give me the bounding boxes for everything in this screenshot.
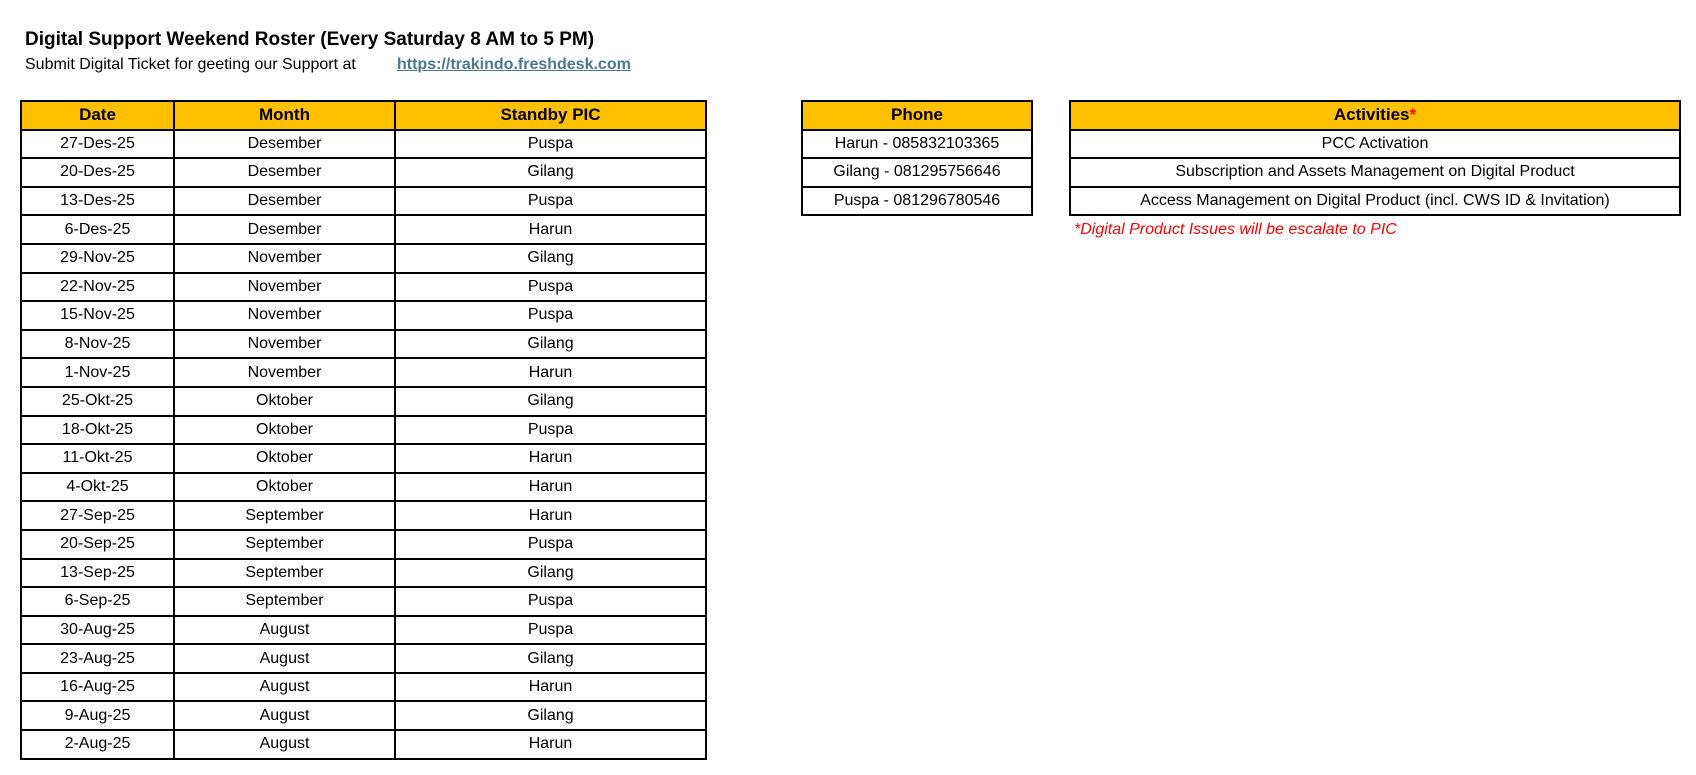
activities-header-label: Activities [1333,105,1410,125]
table-row [21,387,706,416]
standby-pic-cell: Gilang [395,701,706,730]
standby-pic-cell: Puspa [395,301,706,330]
month-cell: November [174,273,395,302]
standby-pic-cell: Gilang [395,158,706,187]
date-cell: 27-Des-25 [21,130,174,159]
standby-pic-cell: Puspa [395,587,706,616]
date-cell: 8-Nov-25 [21,330,174,359]
page-subtitle: Submit Digital Ticket for geeting our Support at [25,56,356,73]
month-cell: August [174,730,395,759]
month-cell: Desember [174,215,395,244]
standby-pic-cell: Puspa [395,273,706,302]
roster-table [20,100,707,760]
table-row [21,301,706,330]
page-title: Digital Support Weekend Roster (Every Saturday 8 AM to 5 PM) [25,29,595,50]
table-row [21,730,706,759]
month-cell: Desember [174,187,395,216]
table-row [21,501,706,530]
escalation-note: *Digital Product Issues will be escalate to PIC [1074,221,1397,238]
standby-pic-cell: Harun [395,215,706,244]
table-row [21,701,706,730]
date-cell: 20-Des-25 [21,158,174,187]
date-cell: 9-Aug-25 [21,701,174,730]
phone-cell: Puspa - 081296780546 [802,187,1032,216]
month-cell: Oktober [174,387,395,416]
date-cell: 15-Nov-25 [21,301,174,330]
table-row [21,273,706,302]
month-cell: Desember [174,158,395,187]
table-row [21,416,706,445]
standby-pic-cell: Puspa [395,130,706,159]
freshdesk-link[interactable]: https://trakindo.freshdesk.com [397,56,631,73]
table-row [21,215,706,244]
date-cell: 16-Aug-25 [21,673,174,702]
date-cell: 25-Okt-25 [21,387,174,416]
table-row [1070,130,1680,159]
date-cell: 11-Okt-25 [21,444,174,473]
date-cell: 27-Sep-25 [21,501,174,530]
phone-header-row [802,101,1032,130]
standby-pic-cell: Harun [395,444,706,473]
table-row [1070,187,1680,216]
phone-cell: Harun - 085832103365 [802,130,1032,159]
month-cell: August [174,701,395,730]
phone-cell: Gilang - 081295756646 [802,158,1032,187]
month-cell: Oktober [174,444,395,473]
column-header-activities [1070,101,1680,130]
month-cell: September [174,559,395,588]
date-cell: 6-Sep-25 [21,587,174,616]
standby-pic-cell: Gilang [395,387,706,416]
date-cell: 29-Nov-25 [21,244,174,273]
month-cell: August [174,673,395,702]
month-cell: September [174,587,395,616]
table-row [21,644,706,673]
month-cell: Desember [174,130,395,159]
table-row [21,158,706,187]
month-cell: August [174,644,395,673]
month-cell: Oktober [174,416,395,445]
table-row [21,473,706,502]
month-cell: November [174,358,395,387]
table-row [802,158,1032,187]
standby-pic-cell: Puspa [395,416,706,445]
table-row [1070,158,1680,187]
date-cell: 13-Sep-25 [21,559,174,588]
roster-header-row [21,101,706,130]
standby-pic-cell: Gilang [395,330,706,359]
column-header-month: Month [174,101,395,130]
activity-cell: Subscription and Assets Management on Digital Product [1070,158,1680,187]
standby-pic-cell: Puspa [395,187,706,216]
column-header-date: Date [21,101,174,130]
required-asterisk: * [1409,105,1417,125]
date-cell: 1-Nov-25 [21,358,174,387]
month-cell: September [174,530,395,559]
table-row [21,587,706,616]
standby-pic-cell: Gilang [395,559,706,588]
activity-cell: PCC Activation [1070,130,1680,159]
standby-pic-cell: Harun [395,358,706,387]
activities-table [1069,100,1681,216]
month-cell: November [174,330,395,359]
date-cell: 4-Okt-25 [21,473,174,502]
standby-pic-cell: Harun [395,473,706,502]
date-cell: 2-Aug-25 [21,730,174,759]
month-cell: Oktober [174,473,395,502]
standby-pic-cell: Puspa [395,616,706,645]
month-cell: November [174,301,395,330]
standby-pic-cell: Gilang [395,244,706,273]
phone-table [801,100,1033,216]
date-cell: 18-Okt-25 [21,416,174,445]
date-cell: 30-Aug-25 [21,616,174,645]
table-row [21,673,706,702]
month-cell: November [174,244,395,273]
table-row [802,130,1032,159]
column-header-standby-pic: Standby PIC [395,101,706,130]
date-cell: 13-Des-25 [21,187,174,216]
standby-pic-cell: Harun [395,673,706,702]
date-cell: 20-Sep-25 [21,530,174,559]
table-row [21,330,706,359]
standby-pic-cell: Harun [395,730,706,759]
month-cell: August [174,616,395,645]
date-cell: 23-Aug-25 [21,644,174,673]
date-cell: 22-Nov-25 [21,273,174,302]
standby-pic-cell: Puspa [395,530,706,559]
standby-pic-cell: Gilang [395,644,706,673]
column-header-phone: Phone [802,101,1032,130]
table-row [21,444,706,473]
table-row [802,187,1032,216]
standby-pic-cell: Harun [395,501,706,530]
table-row [21,187,706,216]
table-row [21,616,706,645]
month-cell: September [174,501,395,530]
table-row [21,244,706,273]
table-row [21,130,706,159]
activities-header-row [1070,101,1680,130]
activity-cell: Access Management on Digital Product (incl. CWS ID & Invitation) [1070,187,1680,216]
table-row [21,358,706,387]
table-row [21,559,706,588]
table-row [21,530,706,559]
date-cell: 6-Des-25 [21,215,174,244]
